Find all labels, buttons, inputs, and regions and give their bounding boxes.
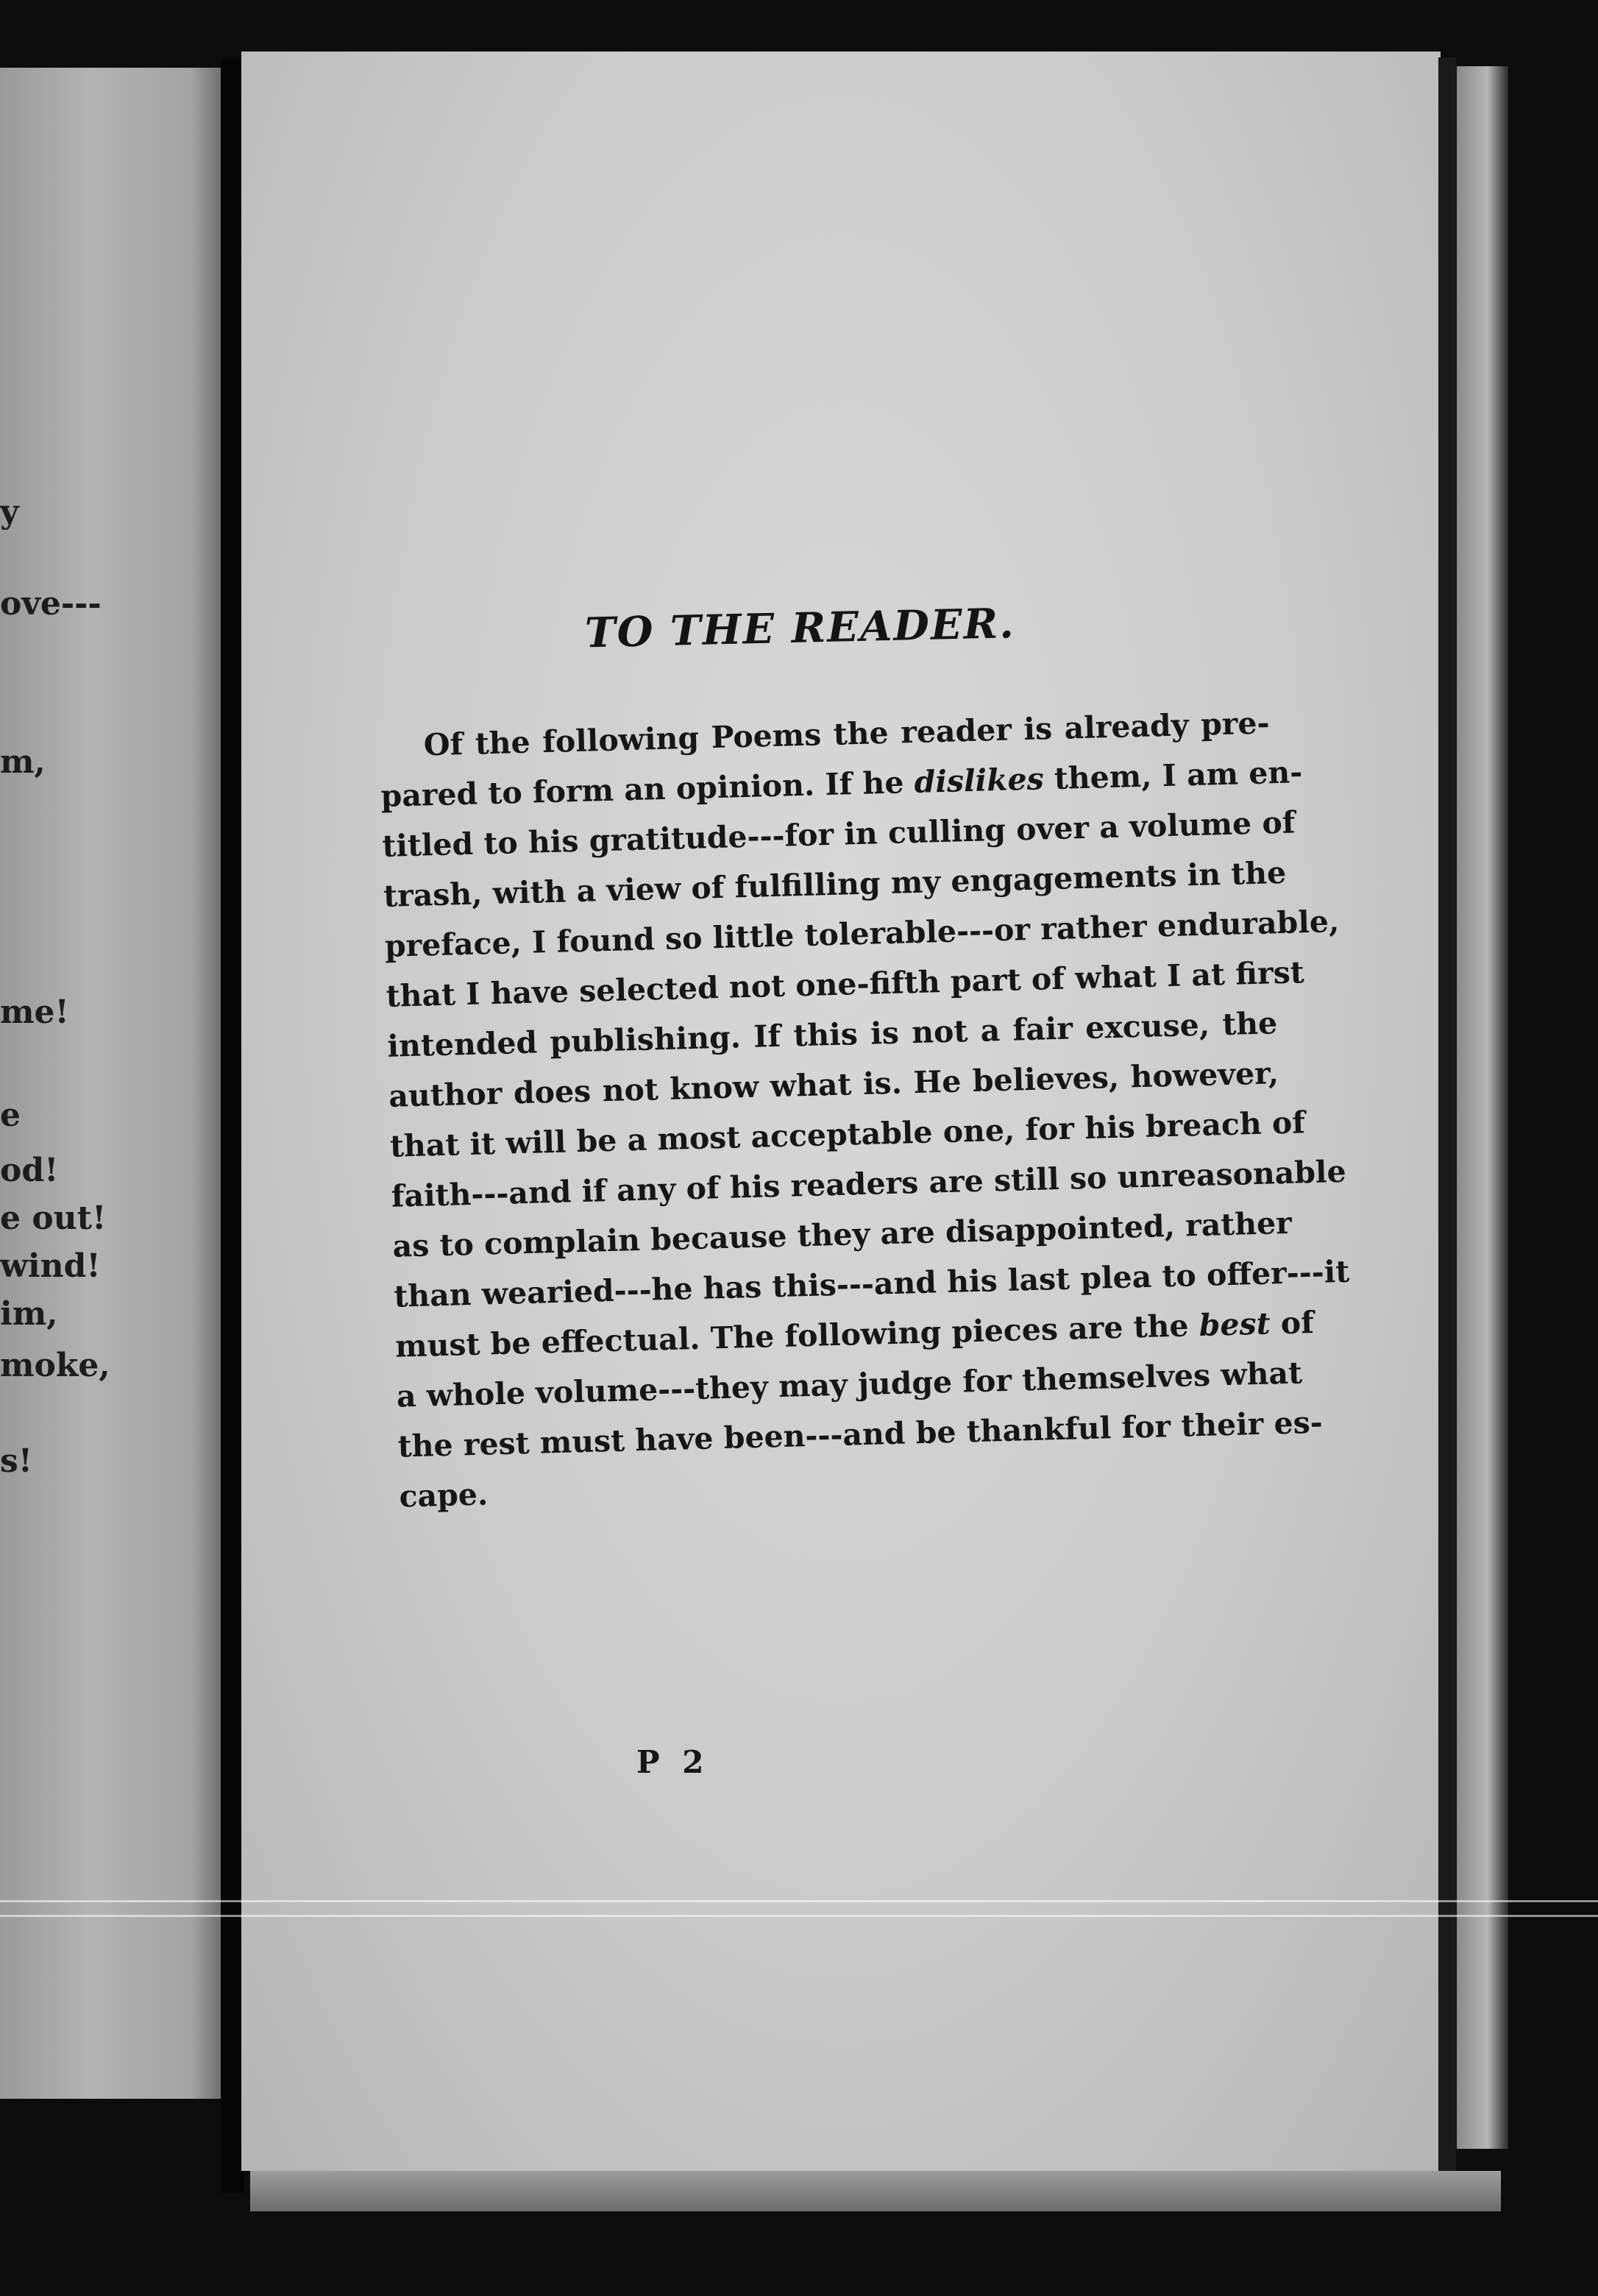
left-fragment: od! [0,1152,59,1189]
bottom-page-edge [250,2171,1501,2211]
left-fragment: y [0,493,19,531]
left-fragment: me! [0,993,69,1031]
signature-mark: P 2 [636,1744,710,1780]
left-fragment: im, [0,1295,58,1333]
scan-artifact-line [0,1900,1598,1902]
left-facing-page [0,68,224,2099]
left-fragment: ove--- [0,585,102,623]
text-line: Of the following Poems the reader is already pre- [423,705,1271,763]
page-edge-shadow [1438,57,1456,2177]
left-fragment: e [0,1096,21,1134]
page-stack-edge [1457,66,1508,2149]
left-fragment: moke, [0,1347,110,1384]
text-line: titled to his gratitude---for in culling over a volume of [381,804,1296,864]
left-fragment: e out! [0,1200,107,1237]
text-line: that it will be a most acceptable one, for his breach of [389,1105,1306,1164]
text-line: cape. [398,1476,489,1514]
text-line: preface, I found so little tolerable---or rather endurable, [384,903,1340,964]
left-fragment: m, [0,743,46,781]
text-line: than wearied---he has this---and his last plea to offer---it [393,1253,1350,1314]
text-line: must be effectual. The following pieces are the best of [394,1305,1315,1364]
body-paragraph [379,698,1350,1521]
text-line: intended publishing. If this is not a fair excuse, the [386,1005,1278,1064]
text-line: the rest must have been---and be thankful for their es- [397,1404,1324,1464]
scan-artifact-line [0,1915,1598,1917]
text-line: a whole volume---they may judge for themselves what [396,1355,1303,1414]
text-line: as to complain because they are disappointed, rather [392,1205,1293,1264]
left-fragment: s! [0,1442,33,1480]
text-line: pared to form an opinion. If he dislikes them, I am en- [380,754,1303,814]
text-line: trash, with a view of fulfilling my engagements in the [383,854,1287,914]
page-title: TO THE READER. [584,599,1016,658]
left-fragment: wind! [0,1247,101,1285]
text-line: faith---and if any of his readers are still so unreasonable [391,1153,1347,1214]
text-line: author does not know what is. He believes, however, [388,1055,1279,1114]
text-line: that I have selected not one-fifth part of what I at first [386,954,1305,1014]
